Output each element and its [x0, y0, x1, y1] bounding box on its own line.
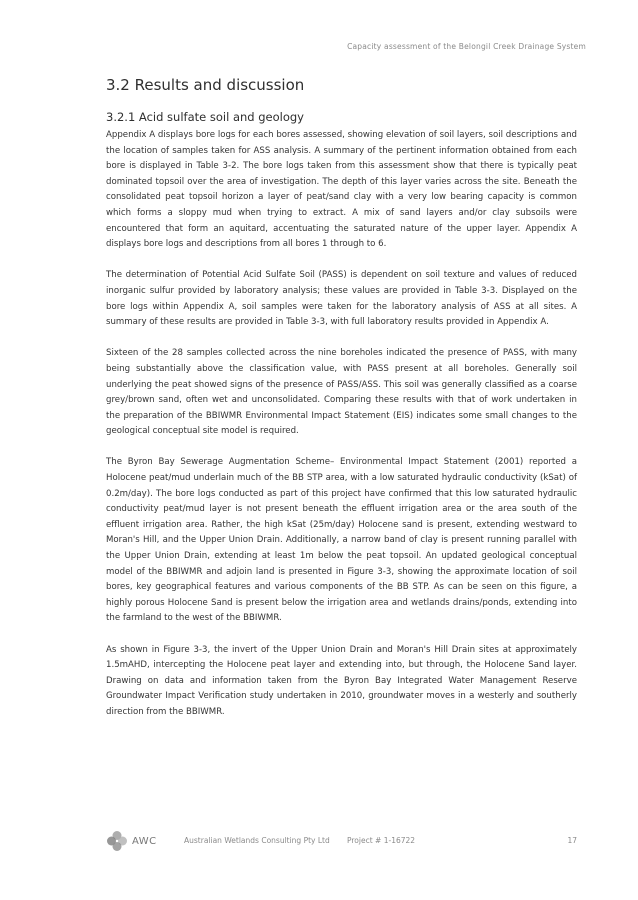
paragraph: The Byron Bay Sewerage Augmentation Scheme– Environmental Impact Statement (2001) reported a Holocene peat/mud underlain much of the BB STP area, with a low saturated hydraulic conductivity (kSat) of 0.2m/day). The bore logs conducted as part of this project have confirmed that this low saturated hydraulic conductivity peat/mud layer is not present beneath the effluent irrigation area or the area south of the effluent irrigation area. Rather, the high kSat (25m/day) Holocene sand is present, extending westward to Moran's Hill, and the Upper Union Drain. Additionally, a narrow band of clay is present running parallel with the Upper Union Drain, extending at least 1m below the peat topsoil. An updated geological conceptual model of the BBIWMR and adjoin land is presented in Figure 3-3, showing the approximate location of soil bores, key geographical features and various components of the BB STP. As can be seen on this figure, a highly porous Holocene Sand is present below the irrigation area and wetlands drains/ponds, extending into the farmland to the west of the BBIWMR.: [106, 457, 577, 624]
awc-circles-logo-icon: [106, 830, 128, 852]
paragraph: The determination of Potential Acid Sulfate Soil (PASS) is dependent on soil texture and values of reduced inorganic sulfur provided by laboratory analysis; these values are provided in Table 3-3. Displayed on the bore logs within Appendix A, soil samples were taken for the laboratory analysis of ASS at all sites. A summary of these results are provided in Table 3-3, with full laboratory results provided in Appendix A.: [106, 270, 577, 328]
paragraph: Sixteen of the 28 samples collected across the nine boreholes indicated the presence of PASS, with many being substantially above the classification value, with PASS present at all boreholes. Generally soil underlying the peat showed signs of the presence of PASS/ASS. This soil was generally classified as a coarse grey/brown sand, often wet and unconsolidated. Comparing these results with that of work undertaken in the preparation of the BBIWMR Environmental Impact Statement (EIS) indicates some small changes to the geological conceptual site model is required.: [106, 348, 577, 437]
paragraph: Appendix A displays bore logs for each bores assessed, showing elevation of soil layers, soil descriptions and the location of samples taken for ASS analysis. A summary of the pertinent information obtained from each bore is displayed in Table 3-2. The bore logs taken from this assessment show that there is typically peat dominated topsoil over the area of investigation. The depth of this layer varies across the site. Beneath the consolidated peat topsoil horizon a layer of peat/sand clay with a very low bearing capacity is common which forms a sloppy mud when trying to extract. A mix of sand layers and/or clay subsoils were encountered that form an aquitard, accentuating the saturated nature of the upper layer. Appendix A displays bore logs and descriptions from all bores 1 through to 6.: [106, 130, 577, 250]
page-footer: [106, 830, 577, 852]
subsection-heading: 3.2.1 Acid sulfate soil and geology: [106, 110, 304, 124]
footer-project-number: Project # 1-16722: [347, 836, 416, 845]
logo-text: AWC: [132, 835, 157, 847]
awc-logo: [106, 830, 157, 852]
section-heading: 3.2 Results and discussion: [106, 76, 305, 94]
running-header: Capacity assessment of the Belongil Creek Drainage System: [347, 42, 586, 51]
page-number: 17: [567, 836, 577, 845]
body-text: [106, 128, 577, 736]
paragraph: As shown in Figure 3-3, the invert of the Upper Union Drain and Moran's Hill Drain sites at approximately 1.5mAHD, intercepting the Holocene peat layer and extending into, but through, the Holocene Sand layer. Drawing on data and information taken from the Byron Bay Integrated Water Management Reserve Groundwater Impact Verification study undertaken in 2010, groundwater moves in a westerly and southerly direction from the BBIWMR.: [106, 644, 577, 717]
footer-company: Australian Wetlands Consulting Pty Ltd: [184, 836, 330, 845]
